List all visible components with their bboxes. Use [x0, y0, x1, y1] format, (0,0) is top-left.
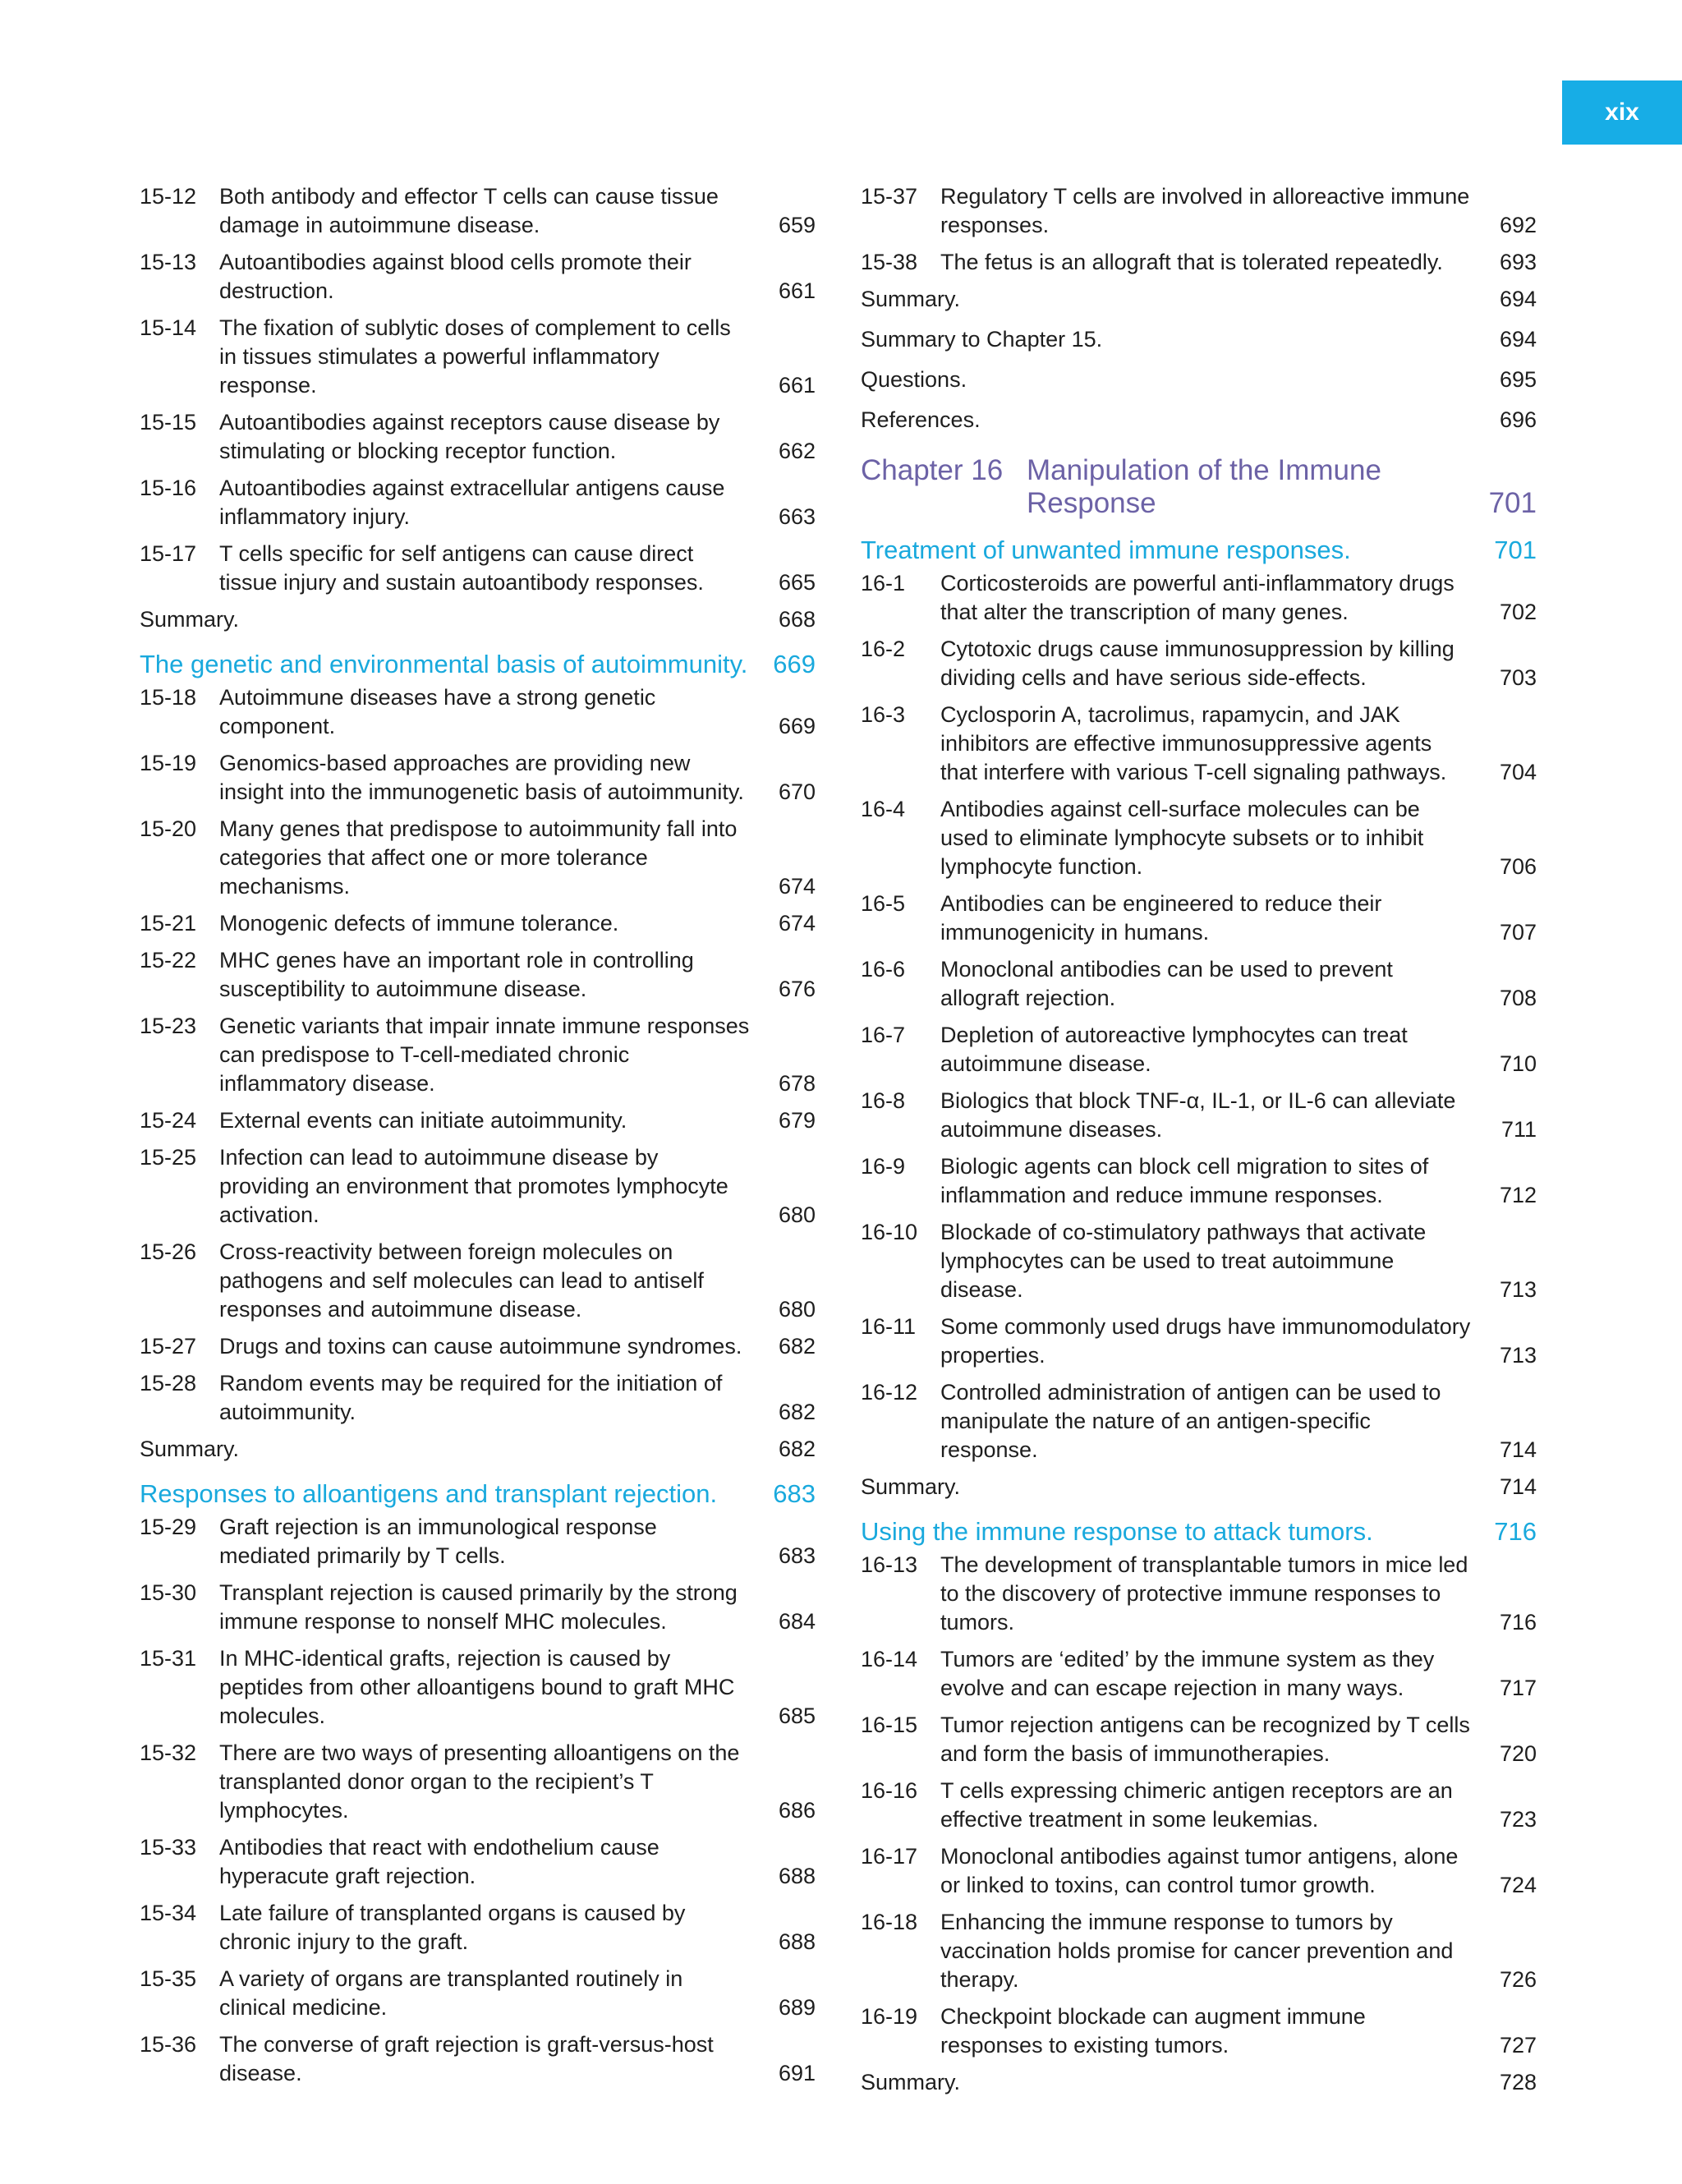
- section-number: 15-29: [140, 1515, 197, 1539]
- toc-summary-line[interactable]: [861, 325, 1537, 354]
- line-title: References.: [861, 407, 981, 432]
- page-ref: 688: [778, 1864, 816, 1888]
- section-number: 16-9: [861, 1154, 906, 1179]
- page-ref: 683: [778, 1543, 816, 1568]
- chapter-title: Manipulation of the Immune Response: [1027, 454, 1381, 519]
- entry-title: T cells specific for self antigens can cause direct tissue injury and sustain autoantibody responses.: [219, 541, 704, 595]
- toc-entry[interactable]: [140, 1965, 816, 2022]
- section-number: 15-23: [140, 1014, 197, 1038]
- section-number: 15-18: [140, 685, 197, 710]
- page-ref: 674: [778, 911, 816, 936]
- toc-entry[interactable]: [140, 1513, 816, 1570]
- toc-entry[interactable]: [861, 2002, 1537, 2060]
- page-ref: 711: [1500, 1117, 1537, 1142]
- page-ref: 724: [1499, 1873, 1537, 1897]
- entry-title: The fetus is an allograft that is tolerated repeatedly.: [940, 250, 1443, 274]
- section-number: 15-36: [140, 2032, 197, 2057]
- entry-title: Late failure of transplanted organs is caused by chronic injury to the graft.: [219, 1901, 686, 1954]
- entry-title: Infection can lead to autoimmune disease by providing an environment that promotes lymphocyte activation.: [219, 1145, 728, 1227]
- page-ref: 720: [1499, 1741, 1537, 1766]
- section-number: 16-7: [861, 1023, 906, 1047]
- page-ref: 728: [1499, 2070, 1537, 2094]
- page-ref: 713: [1499, 1343, 1537, 1368]
- section-number: 15-25: [140, 1145, 197, 1170]
- entry-title: The converse of graft rejection is graft-versus-host disease.: [219, 2032, 714, 2085]
- toc-entry[interactable]: [140, 1739, 816, 1825]
- page-ref: 694: [1499, 327, 1537, 352]
- line-title: Questions.: [861, 367, 967, 392]
- toc-summary-line[interactable]: [140, 1435, 816, 1464]
- page-ref: 692: [1499, 213, 1537, 237]
- section-number: 16-18: [861, 1910, 918, 1934]
- section-number: 16-14: [861, 1647, 918, 1671]
- toc-entry[interactable]: [140, 248, 816, 306]
- toc-entry[interactable]: [140, 1644, 816, 1731]
- line-title: Summary.: [861, 1474, 961, 1499]
- toc-entry[interactable]: [140, 540, 816, 597]
- toc-entry[interactable]: [140, 1238, 816, 1324]
- page-ref: 695: [1499, 367, 1537, 392]
- section-number: 16-12: [861, 1380, 918, 1405]
- toc-entry[interactable]: [140, 314, 816, 400]
- toc-column-left: [140, 182, 816, 2096]
- page-ref: 669: [778, 714, 816, 738]
- section-number: 15-21: [140, 911, 197, 936]
- line-title: Summary.: [861, 2070, 961, 2094]
- chapter-heading[interactable]: [861, 454, 1537, 520]
- toc-entry[interactable]: [140, 1143, 816, 1230]
- entry-title: Monogenic defects of immune tolerance.: [219, 911, 619, 936]
- toc-entry[interactable]: [140, 909, 816, 938]
- toc-entry[interactable]: [861, 635, 1537, 692]
- page-ref: 661: [778, 373, 816, 398]
- section-heading[interactable]: [861, 535, 1537, 566]
- toc-entry[interactable]: [861, 701, 1537, 787]
- section-number: 15-12: [140, 184, 197, 209]
- page-ref: 669: [773, 650, 816, 678]
- page-ref: 663: [778, 504, 816, 529]
- toc-entry[interactable]: [861, 248, 1537, 277]
- entry-title: Biologics that block TNF-α, IL-1, or IL-6 can alleviate autoimmune diseases.: [940, 1088, 1456, 1142]
- page-ref: 679: [778, 1108, 816, 1133]
- toc-entry[interactable]: [861, 1711, 1537, 1768]
- section-title: Using the immune response to attack tumors.: [861, 1517, 1373, 1546]
- page-ref: 676: [778, 977, 816, 1001]
- section-number: 15-28: [140, 1371, 197, 1395]
- section-number: 15-27: [140, 1334, 197, 1359]
- entry-title: Depletion of autoreactive lymphocytes can treat autoimmune disease.: [940, 1023, 1408, 1076]
- page-ref: 668: [778, 607, 816, 632]
- entry-title: Tumor rejection antigens can be recognized by T cells and form the basis of immunotherapies.: [940, 1713, 1470, 1766]
- section-number: 15-26: [140, 1239, 197, 1264]
- section-number: 15-31: [140, 1646, 197, 1671]
- toc-entry[interactable]: [861, 1218, 1537, 1304]
- toc-summary-line[interactable]: [861, 285, 1537, 314]
- entry-title: Checkpoint blockade can augment immune responses to existing tumors.: [940, 2004, 1366, 2058]
- section-number: 16-8: [861, 1088, 906, 1113]
- toc-entry[interactable]: [140, 1899, 816, 1956]
- toc-entry[interactable]: [140, 1106, 816, 1135]
- page-ref: 670: [778, 779, 816, 804]
- toc-entry[interactable]: [861, 890, 1537, 947]
- toc-entry[interactable]: [861, 1087, 1537, 1144]
- entry-title: Enhancing the immune response to tumors by vaccination holds promise for cancer prevention and therapy.: [940, 1910, 1454, 1992]
- entry-title: Antibodies can be engineered to reduce their immunogenicity in humans.: [940, 891, 1382, 945]
- page-ref: 716: [1499, 1610, 1537, 1635]
- page-ref: 707: [1499, 920, 1537, 945]
- page-ref: 678: [778, 1071, 816, 1096]
- page-number-tab: xix: [1562, 80, 1682, 145]
- toc-entry[interactable]: [861, 1313, 1537, 1370]
- page-ref: 703: [1499, 665, 1537, 690]
- toc-entry[interactable]: [861, 182, 1537, 240]
- section-number: 16-19: [861, 2004, 918, 2029]
- entry-title: Regulatory T cells are involved in alloreactive immune responses.: [940, 184, 1470, 237]
- page-ref: 706: [1499, 854, 1537, 879]
- section-number: 15-34: [140, 1901, 197, 1925]
- section-number: 15-37: [861, 184, 918, 209]
- section-number: 16-13: [861, 1552, 918, 1577]
- section-number: 16-2: [861, 637, 906, 661]
- entry-title: Transplant rejection is caused primarily by the strong immune response to nonself MHC molecules.: [219, 1580, 738, 1634]
- entry-title: Some commonly used drugs have immunomodulatory properties.: [940, 1314, 1471, 1368]
- section-number: 16-15: [861, 1713, 918, 1737]
- toc-entry[interactable]: [861, 1378, 1537, 1464]
- page-ref: 727: [1499, 2033, 1537, 2058]
- entry-title: MHC genes have an important role in controlling susceptibility to autoimmune disease.: [219, 948, 694, 1001]
- entry-title: Biologic agents can block cell migration to sites of inflammation and reduce immune responses.: [940, 1154, 1429, 1207]
- section-number: 15-22: [140, 948, 197, 972]
- page-ref: 701: [1488, 487, 1537, 519]
- toc-entry[interactable]: [140, 182, 816, 240]
- section-number: 16-17: [861, 1844, 918, 1869]
- page-ref: 674: [778, 874, 816, 899]
- section-number: 15-17: [140, 541, 197, 566]
- page-ref: 710: [1499, 1051, 1537, 1076]
- page-ref: 713: [1499, 1277, 1537, 1302]
- page-ref: 680: [778, 1202, 816, 1227]
- entry-title: In MHC-identical grafts, rejection is caused by peptides from other alloantigens bound to graft MHC molecules.: [219, 1646, 735, 1728]
- section-number: 15-15: [140, 410, 197, 435]
- page-ref: 691: [778, 2061, 816, 2085]
- page-ref: 714: [1499, 1437, 1537, 1462]
- page-ref: 712: [1499, 1183, 1537, 1207]
- section-number: 15-35: [140, 1966, 197, 1991]
- section-heading[interactable]: [861, 1516, 1537, 1547]
- page-ref: 696: [1499, 407, 1537, 432]
- toc-entry[interactable]: [140, 408, 816, 466]
- section-number: 16-1: [861, 571, 906, 595]
- toc-entry[interactable]: [140, 1332, 816, 1361]
- section-number: 15-13: [140, 250, 197, 274]
- section-number: 16-16: [861, 1778, 918, 1803]
- entry-title: Autoimmune diseases have a strong genetic component.: [219, 685, 656, 738]
- page-ref: 689: [778, 1995, 816, 2020]
- entry-title: Genetic variants that impair innate immune responses can predispose to T-cell-mediated chronic inflammatory disease.: [219, 1014, 750, 1096]
- entry-title: There are two ways of presenting alloantigens on the transplanted donor organ to the recipient’s T lymphocytes.: [219, 1740, 740, 1823]
- toc-summary-line[interactable]: [861, 366, 1537, 394]
- page-ref: 659: [778, 213, 816, 237]
- entry-title: Graft rejection is an immunological response mediated primarily by T cells.: [219, 1515, 657, 1568]
- entry-title: The fixation of sublytic doses of complement to cells in tissues stimulates a powerful inflammatory response.: [219, 315, 731, 398]
- entry-title: Genomics-based approaches are providing new insight into the immunogenetic basis of autoimmunity.: [219, 751, 744, 804]
- page-ref: 714: [1499, 1474, 1537, 1499]
- page-ref: 665: [778, 570, 816, 595]
- entry-title: A variety of organs are transplanted routinely in clinical medicine.: [219, 1966, 683, 2020]
- toc-summary-line[interactable]: [861, 2068, 1537, 2097]
- toc-entry[interactable]: [861, 1908, 1537, 1994]
- section-heading[interactable]: [140, 1478, 816, 1510]
- entry-title: External events can initiate autoimmunity.: [219, 1108, 627, 1133]
- page-ref: 726: [1499, 1967, 1537, 1992]
- toc-summary-line[interactable]: [861, 1473, 1537, 1501]
- section-number: 16-10: [861, 1220, 918, 1244]
- entry-title: Many genes that predispose to autoimmunity fall into categories that affect one or more tolerance mechanisms.: [219, 816, 738, 899]
- entry-title: Autoantibodies against blood cells promote their destruction.: [219, 250, 692, 303]
- toc-entry[interactable]: [861, 1152, 1537, 1210]
- section-number: 16-11: [861, 1314, 917, 1339]
- entry-title: Tumors are ‘edited’ by the immune system as they evolve and can escape rejection in many ways.: [940, 1647, 1435, 1700]
- toc-entry[interactable]: [140, 1369, 816, 1427]
- page-ref: 688: [778, 1929, 816, 1954]
- section-number: 15-24: [140, 1108, 197, 1133]
- section-title: Responses to alloantigens and transplant rejection.: [140, 1479, 718, 1508]
- toc-entry[interactable]: [140, 1833, 816, 1891]
- toc-entry[interactable]: [861, 1777, 1537, 1834]
- toc-entry[interactable]: [861, 1842, 1537, 1900]
- section-number: 16-6: [861, 957, 906, 982]
- page-ref: 702: [1499, 600, 1537, 624]
- page-ref: 693: [1499, 250, 1537, 274]
- toc-entry[interactable]: [140, 1012, 816, 1098]
- toc-entry[interactable]: [861, 1021, 1537, 1078]
- section-number: 16-5: [861, 891, 906, 916]
- toc-entry[interactable]: [140, 474, 816, 531]
- toc-entry[interactable]: [140, 946, 816, 1004]
- entry-title: Antibodies that react with endothelium cause hyperacute graft rejection.: [219, 1835, 659, 1888]
- entry-title: Autoantibodies against extracellular antigens cause inflammatory injury.: [219, 476, 725, 529]
- section-title: The genetic and environmental basis of autoimmunity.: [140, 650, 748, 678]
- line-title: Summary.: [140, 1437, 240, 1461]
- section-number: 15-30: [140, 1580, 197, 1605]
- section-number: 15-20: [140, 816, 197, 841]
- toc-entry[interactable]: [140, 815, 816, 901]
- line-title: Summary.: [861, 287, 961, 311]
- entry-title: Monoclonal antibodies against tumor antigens, alone or linked to toxins, can control tumor growth.: [940, 1844, 1459, 1897]
- toc-summary-line[interactable]: [140, 605, 816, 634]
- toc-entry[interactable]: [140, 749, 816, 807]
- entry-title: Antibodies against cell-surface molecules can be used to eliminate lymphocyte subsets or to inhibit lymphocyte function.: [940, 797, 1424, 879]
- page-ref: 686: [778, 1798, 816, 1823]
- chapter-label: Chapter 16: [861, 454, 1004, 486]
- entry-title: The development of transplantable tumors in mice led to the discovery of protective immune responses to tumors.: [940, 1552, 1468, 1635]
- entry-title: Blockade of co-stimulatory pathways that activate lymphocytes can be used to treat autoimmune disease.: [940, 1220, 1427, 1302]
- entry-title: Autoantibodies against receptors cause disease by stimulating or blocking receptor function.: [219, 410, 720, 463]
- page-ref: 694: [1499, 287, 1537, 311]
- page-ref: 661: [778, 278, 816, 303]
- toc-entry[interactable]: [140, 1579, 816, 1636]
- page-ref: 680: [778, 1297, 816, 1322]
- toc-entry[interactable]: [861, 1645, 1537, 1703]
- section-number: 15-19: [140, 751, 197, 775]
- page-ref: 682: [778, 1437, 816, 1461]
- page-ref: 683: [773, 1479, 816, 1508]
- toc-entry[interactable]: [861, 955, 1537, 1013]
- entry-title: Corticosteroids are powerful anti-inflammatory drugs that alter the transcription of many genes.: [940, 571, 1455, 624]
- section-number: 16-4: [861, 797, 906, 821]
- page-ref: 684: [778, 1609, 816, 1634]
- section-title: Treatment of unwanted immune responses.: [861, 536, 1351, 564]
- line-title: Summary.: [140, 607, 240, 632]
- entry-title: Controlled administration of antigen can be used to manipulate the nature of an antigen-specific response.: [940, 1380, 1441, 1462]
- section-number: 15-38: [861, 250, 918, 274]
- entry-title: T cells expressing chimeric antigen receptors are an effective treatment in some leukemias.: [940, 1778, 1453, 1832]
- page-ref: 701: [1494, 536, 1537, 564]
- entry-title: Both antibody and effector T cells can cause tissue damage in autoimmune disease.: [219, 184, 719, 237]
- page-ref: 685: [778, 1704, 816, 1728]
- entry-title: Cyclosporin A, tacrolimus, rapamycin, and JAK inhibitors are effective immunosuppressive agents that interfere with various T-cell signaling pathways.: [940, 702, 1447, 784]
- section-number: 15-16: [140, 476, 197, 500]
- page-ref: 662: [778, 439, 816, 463]
- toc-column-right: [861, 182, 1537, 2108]
- page-ref: 704: [1499, 760, 1537, 784]
- section-number: 15-32: [140, 1740, 197, 1765]
- entry-title: Monoclonal antibodies can be used to prevent allograft rejection.: [940, 957, 1393, 1010]
- section-number: 16-3: [861, 702, 906, 727]
- toc-summary-line[interactable]: [861, 406, 1537, 435]
- section-heading[interactable]: [140, 649, 816, 680]
- page-ref: 682: [778, 1334, 816, 1359]
- page-ref: 717: [1499, 1676, 1537, 1700]
- page-ref: 682: [778, 1400, 816, 1424]
- section-number: 15-14: [140, 315, 197, 340]
- toc-entry[interactable]: [861, 1551, 1537, 1637]
- page-ref: 716: [1494, 1517, 1537, 1546]
- page-ref: 723: [1499, 1807, 1537, 1832]
- toc-entry[interactable]: [140, 683, 816, 741]
- entry-title: Cross-reactivity between foreign molecules on pathogens and self molecules can lead to antiself responses and autoimmune disease.: [219, 1239, 704, 1322]
- entry-title: Drugs and toxins can cause autoimmune syndromes.: [219, 1334, 742, 1359]
- entry-title: Cytotoxic drugs cause immunosuppression by killing dividing cells and have serious side-effects.: [940, 637, 1455, 690]
- entry-title: Random events may be required for the initiation of autoimmunity.: [219, 1371, 723, 1424]
- section-number: 15-33: [140, 1835, 197, 1860]
- line-title: Summary to Chapter 15.: [861, 327, 1103, 352]
- toc-entry[interactable]: [140, 2030, 816, 2088]
- toc-entry[interactable]: [861, 795, 1537, 881]
- toc-entry[interactable]: [861, 569, 1537, 627]
- page-ref: 708: [1499, 986, 1537, 1010]
